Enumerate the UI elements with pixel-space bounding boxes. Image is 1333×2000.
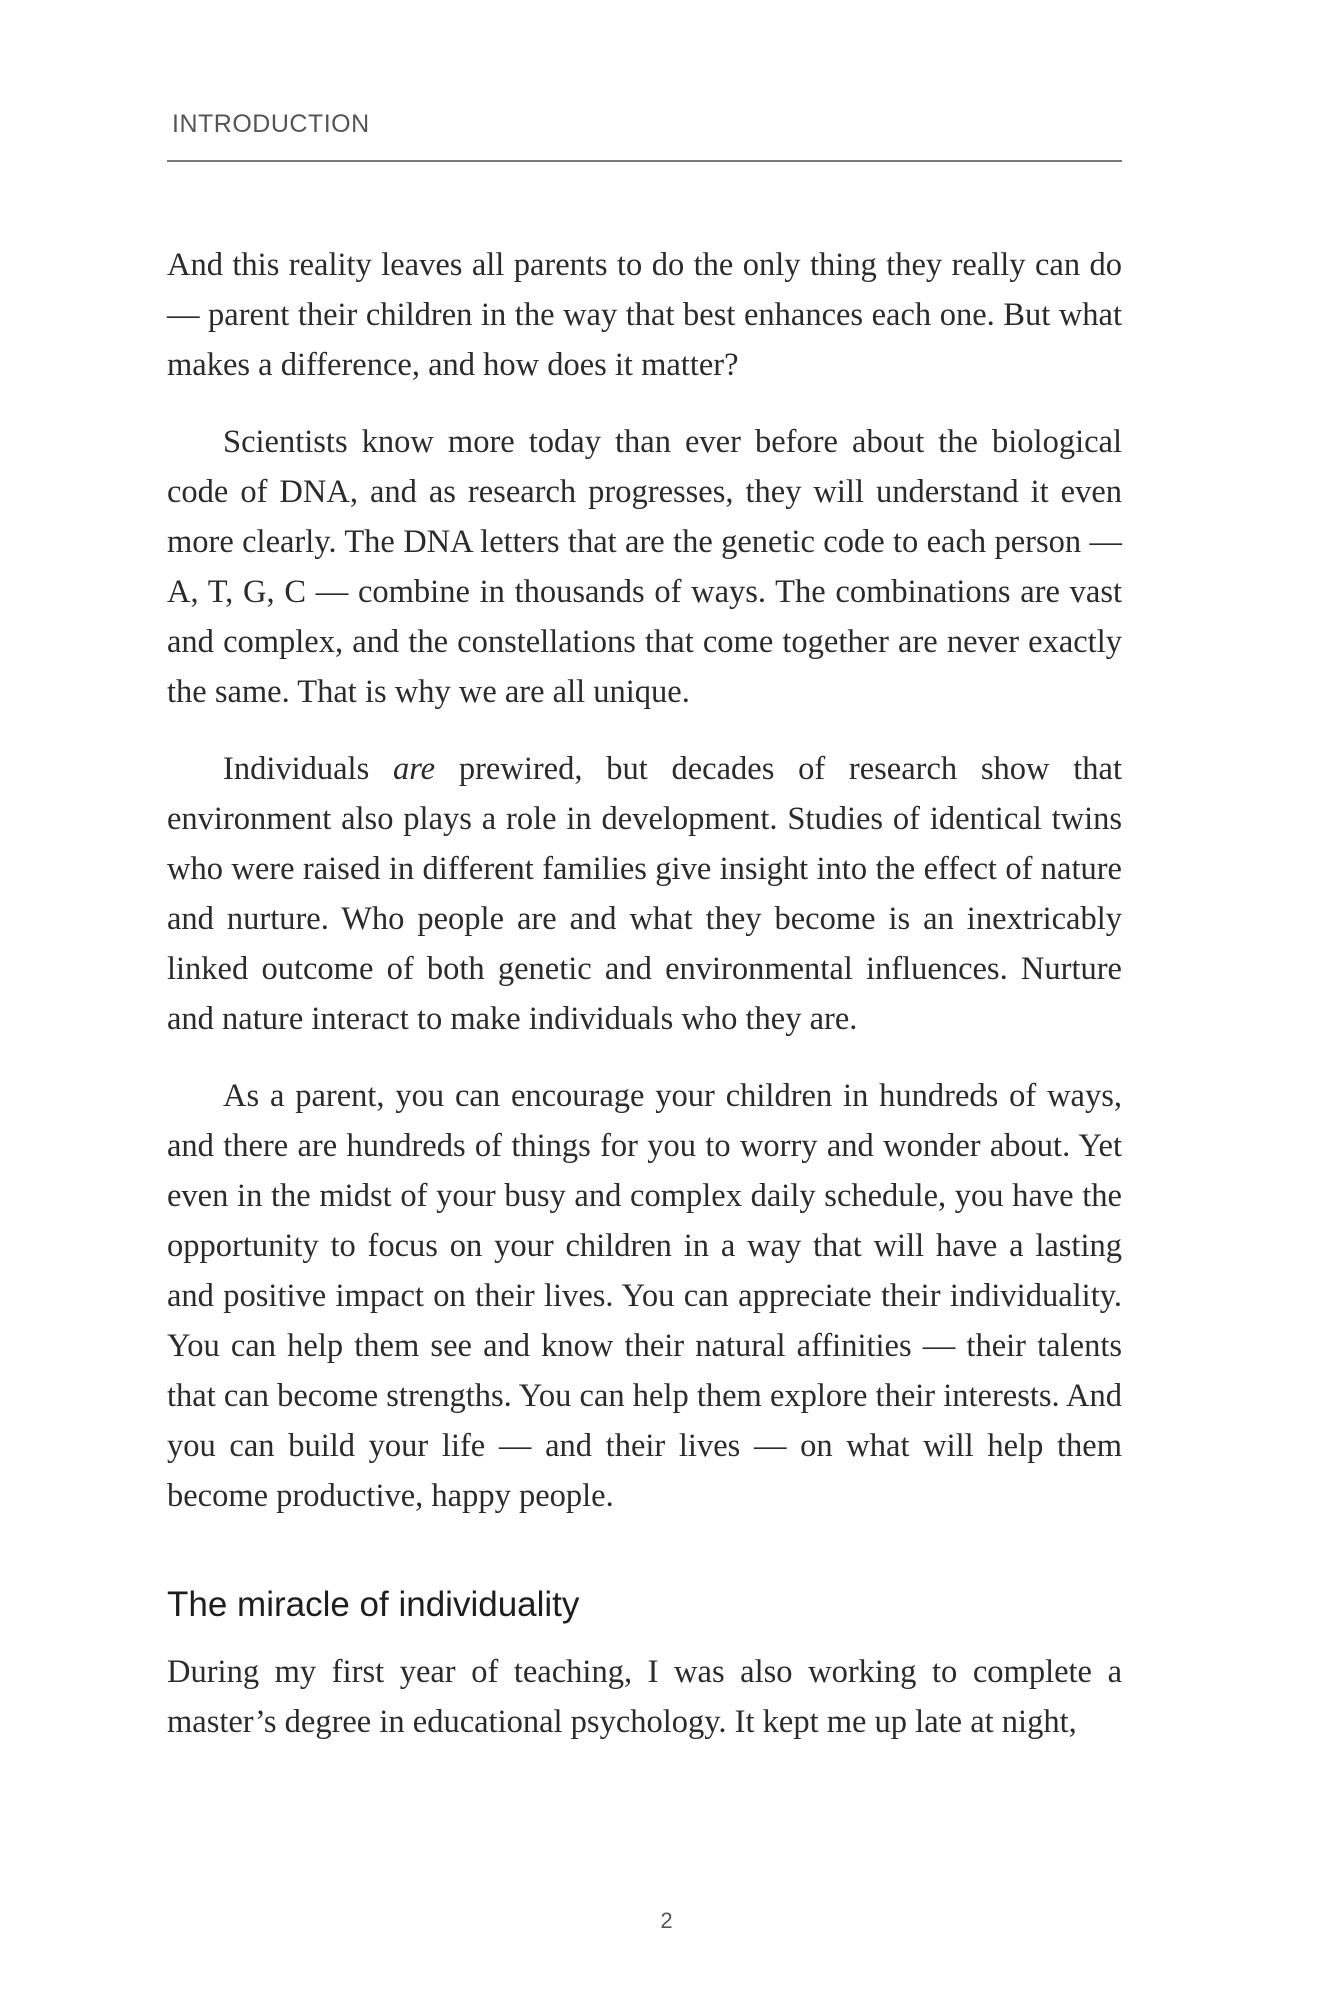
paragraph-2: Scientists know more today than ever before about the biological code of DNA, and as research progresses, they will understand it even more clearly. The DNA letters that are the genetic code to each person — A, T, G, C — combine in thousands of ways. The combinations are vast and complex, and the constellations that come together are never exactly the same. That is why we are all unique. (167, 424, 1122, 710)
section-paragraph: During my first year of teaching, I was also working to complete a master’s degree in educational psychology. It kept me up late at night, (167, 1654, 1122, 1740)
body-text (167, 240, 1122, 1747)
paragraph-4: As a parent, you can encourage your children in hundreds of ways, and there are hundreds of things for you to worry and wonder about. Yet even in the midst of your busy and complex daily schedule, you have the opportunity to focus on your children in a way that will have a lasting and positive impact on their lives. You can appreciate their individuality. You can help them see and know their natural affinities — their talents that can become strengths. You can help them explore their interests. And you can build your life — and their lives — on what will help them become productive, happy people. (167, 1078, 1122, 1514)
running-head: INTRODUCTION (172, 110, 370, 138)
section-heading: The miracle of individuality (167, 1585, 580, 1624)
header-rule (167, 160, 1122, 162)
page-number: 2 (660, 1908, 673, 1933)
paragraph-3-emphasis: are (392, 751, 436, 787)
paragraph-1: And this reality leaves all parents to do the only thing they really can do — parent their children in the way that best enhances each one. But what makes a difference, and how does it matter? (167, 247, 1122, 383)
paragraph-3-start: Individuals (223, 751, 393, 787)
paragraph-3 (167, 744, 1122, 1044)
paragraph-3-rest: prewired, but decades of research show that environment also plays a role in development. Studies of identical twins who were raised in different families give insight into the effect of nature and nurture. Who people are and what they become is an inextricably linked outcome of both genetic and environmental influences. Nurture and nature interact to make individuals who they are. (167, 751, 1122, 1037)
